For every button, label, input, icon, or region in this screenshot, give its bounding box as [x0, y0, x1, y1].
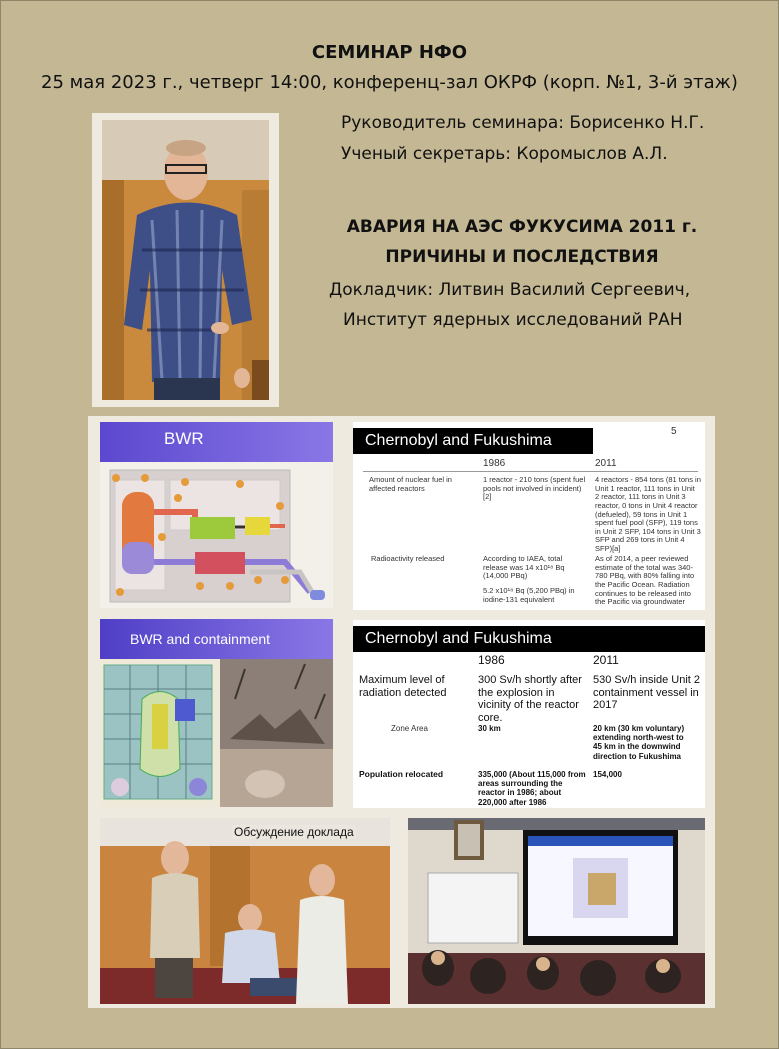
table1-row2-2011: As of 2014, a peer reviewed estimate of the total was 340-780 PBq, with 80% falling into the Pacific Ocean. Radiation continues to be released into the Pacific via groundwater — [595, 554, 695, 607]
table2-row1-label: Maximum level of radiation detected — [359, 674, 447, 699]
table2-row3-2011: 154,000 — [593, 770, 622, 779]
table2-col-2011: 2011 — [593, 653, 619, 667]
discussion-photo-left-image — [100, 818, 390, 1004]
table1-row1-label: Amount of nuclear fuel in affected reactors — [369, 475, 452, 493]
table2-row3-label: Population relocated — [359, 769, 444, 779]
discussion-photo-right-image — [408, 818, 705, 1004]
table2-row2-label: Zone Area — [391, 724, 428, 733]
table1-title: Chernobyl and Fukushima — [353, 428, 593, 454]
speaker-photo — [102, 120, 269, 400]
table2-row3-1986: 335,000 (About 115,000 from areas surrounding the reactor in 1986; about 220,000 after 1986 — [478, 770, 586, 807]
discussion-photo-right — [408, 818, 705, 1004]
slide-bwr-title: BWR — [164, 429, 204, 448]
table1-header-rule — [363, 471, 698, 472]
slide-bwr-title-bar — [100, 422, 333, 462]
table1-row2-label: Radioactivity released — [371, 554, 445, 563]
seminar-head: Руководитель семинара: Борисенко Н.Г. — [341, 113, 705, 133]
table2-row1-2011: 530 Sv/h inside Unit 2 containment vessel in 2017 — [593, 674, 701, 712]
slide-bwr-containment-title: BWR and containment — [130, 631, 271, 647]
table2-row1-1986: 300 Sv/h shortly after the explosion in vicinity of the reactor core. — [478, 674, 582, 724]
table2-col-1986: 1986 — [478, 653, 505, 667]
table1-page-number: 5 — [671, 426, 677, 437]
talk-title-line2: ПРИЧИНЫ И ПОСЛЕДСТВИЯ — [385, 247, 659, 267]
table1-row2-1986b: 5.2 x10¹⁸ Bq (5,200 PBq) in iodine-131 equivalent — [483, 586, 575, 604]
table1-row1-1986: 1 reactor - 210 tons (spent fuel pools not involved in incident)[2] — [483, 475, 586, 502]
table2-row2-2011: 20 km (30 km voluntary) extending north-west to 45 km in the downwind direction to Fukushima — [593, 724, 685, 761]
table2-title: Chernobyl and Fukushima — [353, 626, 705, 652]
table1-col-2011: 2011 — [595, 458, 617, 469]
slide-table1 — [353, 422, 705, 610]
table1-col-1986: 1986 — [483, 458, 506, 469]
discussion-photo-left — [100, 818, 390, 1004]
slide-bwr — [100, 422, 333, 608]
talk-institute: Институт ядерных исследований РАН — [343, 310, 683, 330]
seminar-date-line: 25 мая 2023 г., четверг 14:00, конференц-зал ОКРФ (корп. №1, 3-й этаж) — [41, 72, 738, 93]
slide-table2 — [353, 620, 705, 808]
discussion-caption: Обсуждение доклада — [234, 825, 354, 839]
containment-diagram — [100, 659, 333, 807]
talk-speaker: Докладчик: Литвин Василий Сергеевич, — [329, 280, 691, 300]
table1-row2-1986: According to IAEA, total release was 14 x10¹⁸ Bq (14,000 PBq) — [483, 554, 565, 581]
seminar-title: СЕМИНАР НФО — [311, 42, 468, 63]
table1-row1-2011: 4 reactors - 854 tons (81 tons in Unit 1 reactor, 111 tons in Unit 2 reactor, 111 tons in Unit 3 reactor, 0 tons in Unit 4 reactor (defueled), 59 tons in Unit 1 spent fuel pool (SFP), 119 tons in Unit 2 SFP, 104 tons in Unit 3 SFP and 269 tons in Unit 4 SFP)[a] — [595, 475, 701, 553]
table2-row2-1986: 30 km — [478, 724, 501, 733]
talk-title-line1: АВАРИЯ НА АЭС ФУКУСИМА 2011 г. — [346, 217, 698, 237]
bwr-diagram — [100, 462, 333, 608]
seminar-secretary: Ученый секретарь: Коромыслов А.Л. — [341, 144, 668, 164]
slide-bwr-containment — [100, 619, 333, 807]
speaker-photo-frame — [92, 113, 279, 407]
